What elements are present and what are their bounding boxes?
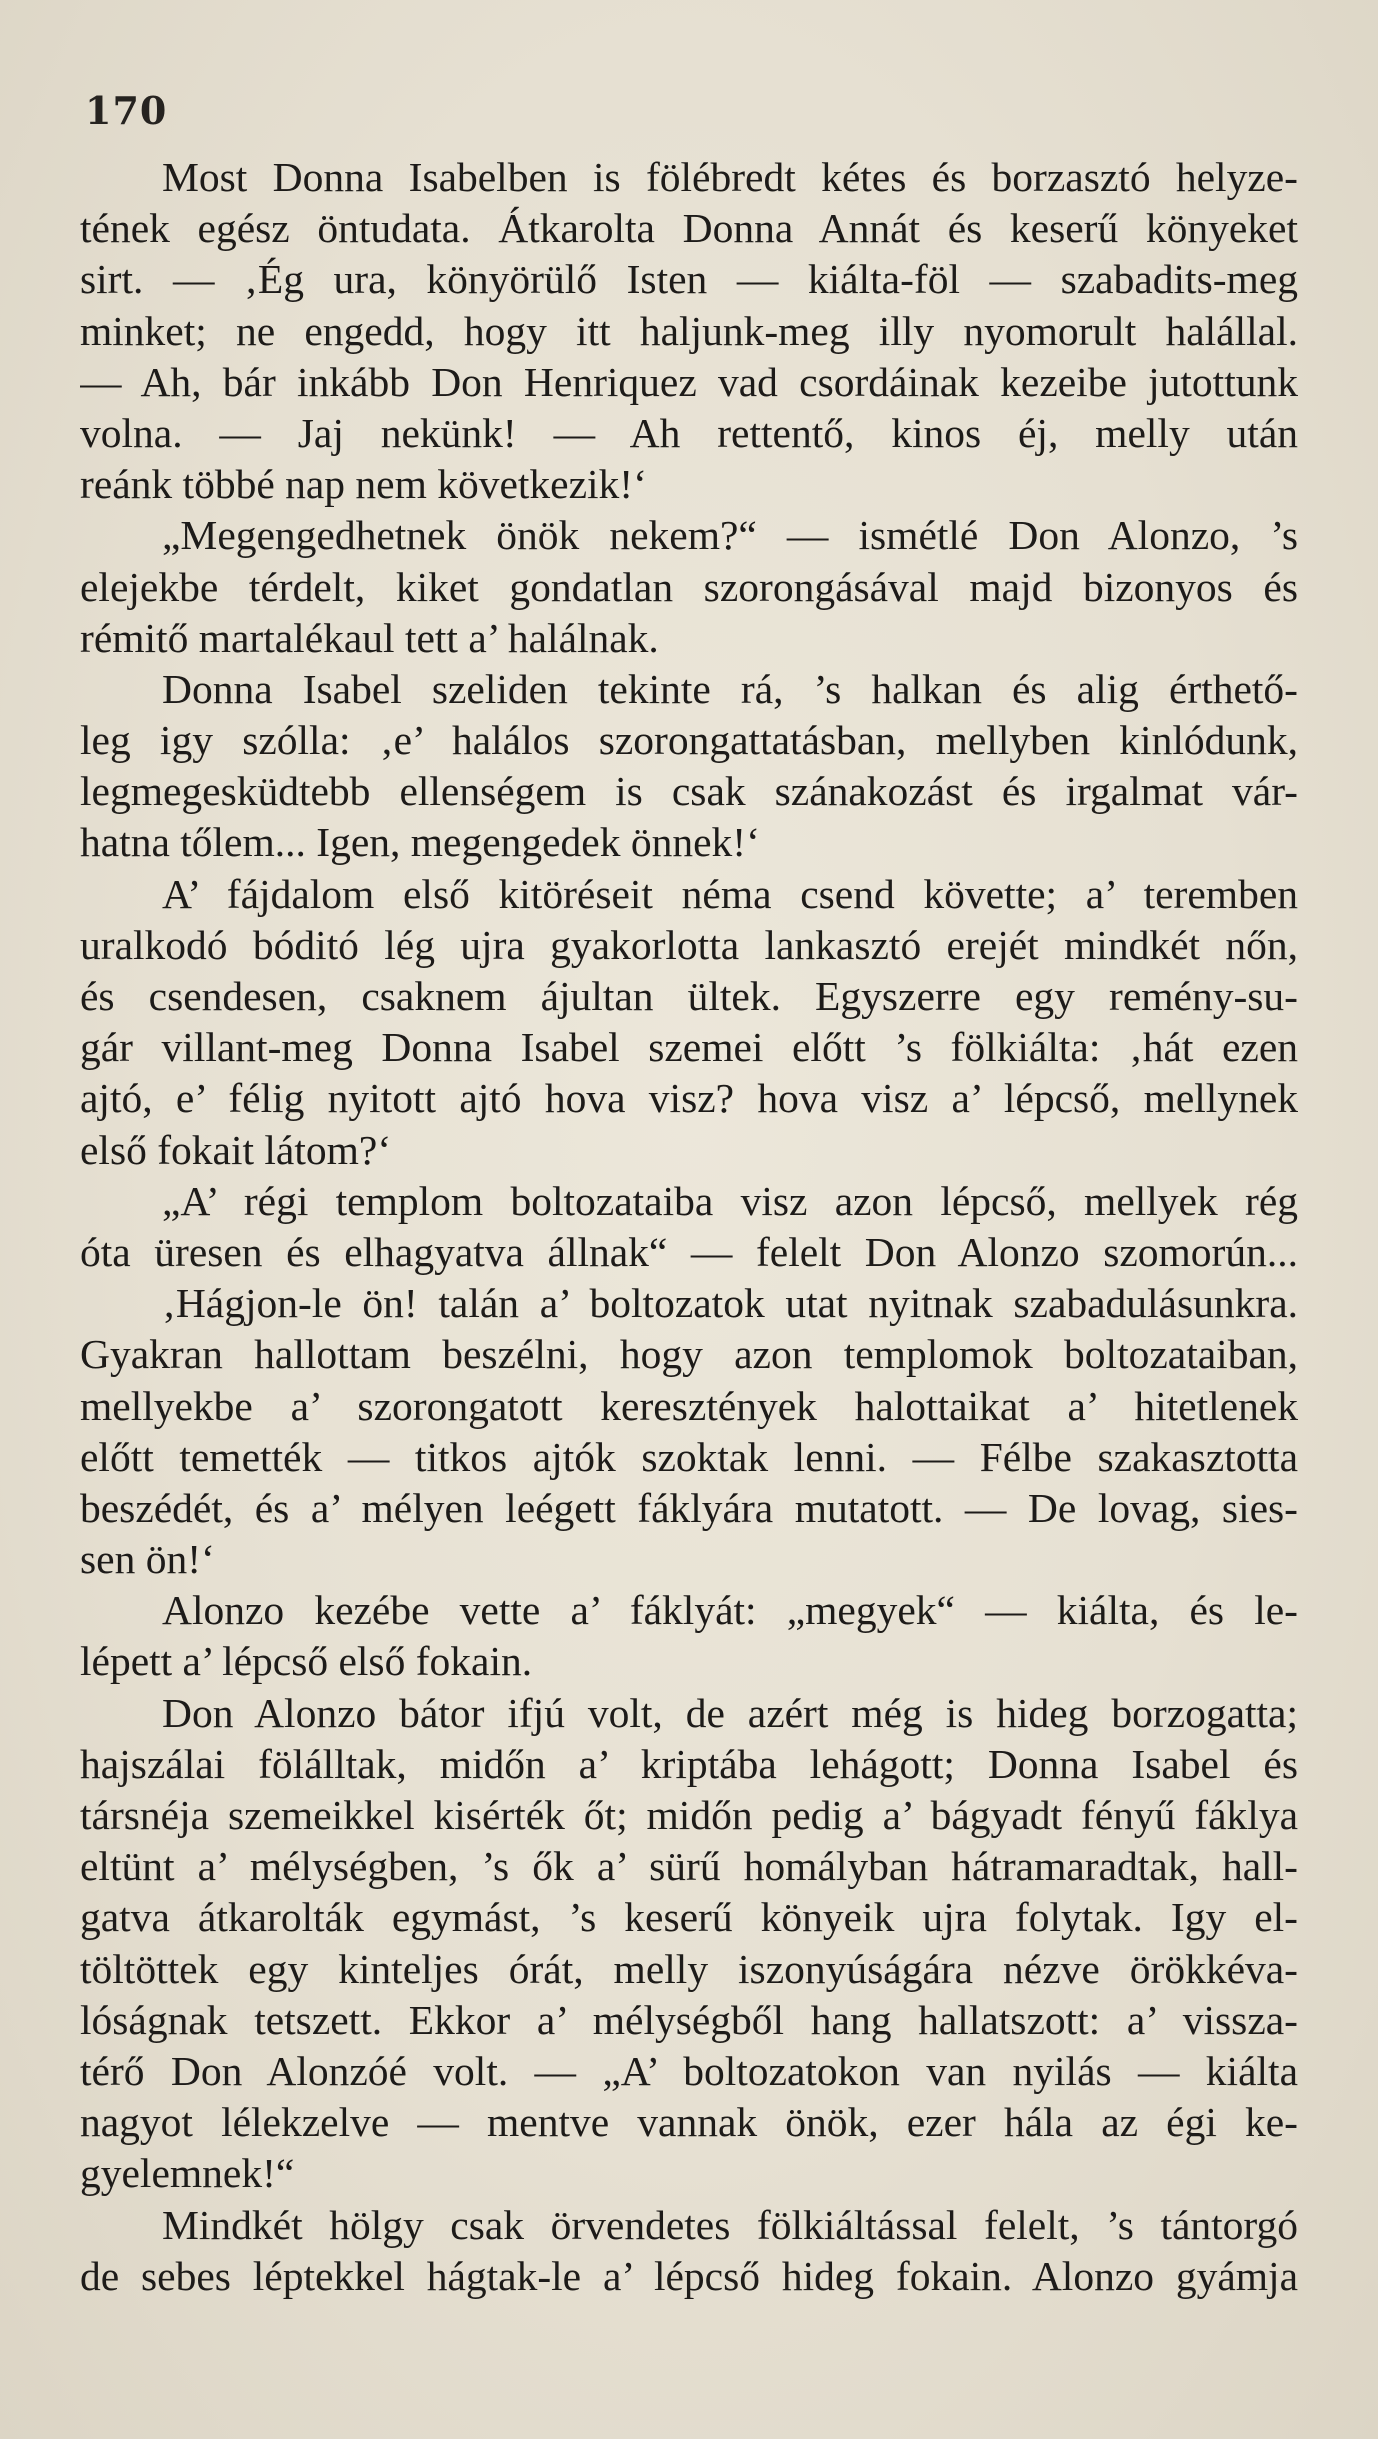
text-line: Alonzo kezébe vette a’ fáklyát: „megyek“ — kiálta, és le- — [162, 1587, 1298, 1634]
text-line: első fokait látom?‘ — [80, 1126, 392, 1173]
text-line: és csendesen, csaknem ájultan ültek. Egyszerre egy remény-su- — [80, 973, 1298, 1019]
text-line: A’ fájdalom első kitöréseit néma csend követte; a’ teremben — [162, 870, 1298, 917]
text-line: hajszálai fölálltak, midőn a’ kriptába lehágott; Donna Isabel és — [80, 1740, 1298, 1787]
text-line: nagyot lélekzelve — mentve vannak önök, ezer hála az égi ke- — [80, 2099, 1298, 2146]
text-line: lóságnak tetszett. Ekkor a’ mélységből hang hallatszott: a’ vissza- — [80, 1996, 1298, 2043]
text-line: Donna Isabel szeliden tekinte rá, ’s halkan és alig érthető- — [162, 665, 1298, 712]
text-line: „A’ régi templom boltozataiba visz azon lépcső, mellyek rég — [162, 1177, 1298, 1224]
text-line: sirt. — ‚Ég ura, könyörülő Isten — kiálta-föl — szabadits-meg — [80, 256, 1298, 303]
text-line: reánk többé nap nem következik!‘ — [80, 461, 647, 508]
text-line: Don Alonzo bátor ifjú volt, de azért még is hideg borzogatta; — [162, 1689, 1298, 1736]
text-line: ajtó, e’ félig nyitott ajtó hova visz? hova visz a’ lépcső, mellynek — [80, 1075, 1298, 1122]
text-line: töltöttek egy kinteljes órát, melly iszonyúságára nézve örökkéva- — [80, 1945, 1298, 1992]
text-line: leg igy szólla: ‚e’ halálos szorongattatásban, mellyben kinlódunk, — [80, 717, 1298, 764]
page-number: 170 — [85, 88, 168, 133]
text-line: előtt temették — titkos ajtók szoktak lenni. — Félbe szakasztotta — [80, 1433, 1298, 1480]
text-line: Most Donna Isabelben is fölébredt kétes és borzasztó helyze- — [162, 154, 1298, 200]
text-line: térő Don Alonzóé volt. — „A’ boltozatokon van nyilás — kiálta — [80, 2047, 1298, 2094]
text-line: lépett a’ lépcső első fokain. — [80, 1638, 533, 1685]
text-line: gár villant-meg Donna Isabel szemei előtt ’s fölkiálta: ‚hát ezen — [80, 1024, 1298, 1071]
text-line: Gyakran hallottam beszélni, hogy azon templomok boltozataiban, — [80, 1331, 1298, 1378]
text-line: de sebes léptekkel hágtak-le a’ lépcső hideg fokain. Alonzo gyámja — [80, 2252, 1298, 2299]
text-line: Mindkét hölgy csak örvendetes fölkiáltással felelt, ’s tántorgó — [162, 2201, 1298, 2248]
body-text — [80, 152, 1298, 2302]
text-line: sen ön!‘ — [80, 1536, 215, 1583]
text-line: mellyekbe a’ szorongatott keresztények halottaikat a’ hitetlenek — [80, 1382, 1298, 1429]
text-line: rémitő martalékaul tett a’ halálnak. — [80, 614, 659, 661]
text-line: volna. — Jaj nekünk! — Ah rettentő, kinos éj, melly után — [80, 409, 1298, 456]
text-line: beszédét, és a’ mélyen leégett fáklyára mutatott. — De lovag, sies- — [80, 1484, 1298, 1531]
text-line: óta üresen és elhagyatva állnak“ — felelt Don Alonzo szomorún... — [80, 1228, 1298, 1275]
text-line: ‚Hágjon-le ön! talán a’ boltozatok utat nyitnak szabadulásunkra. — [162, 1280, 1298, 1327]
text-line: tének egész öntudata. Átkarolta Donna Annát és keserű könyeket — [80, 205, 1298, 252]
text-line: „Megengedhetnek önök nekem?“ — ismétlé Don Alonzo, ’s — [162, 512, 1298, 559]
text-line: elejekbe térdelt, kiket gondatlan szorongásával majd bizonyos és — [80, 563, 1298, 610]
text-line: gyelemnek!“ — [80, 2150, 295, 2197]
text-line: gatva átkarolták egymást, ’s keserű könyeik ujra folytak. Igy el- — [80, 1894, 1298, 1941]
text-line: uralkodó bóditó lég ujra gyakorlotta lankasztó erejét mindkét nőn, — [80, 921, 1298, 968]
text-line: — Ah, bár inkább Don Henriquez vad csordáinak kezeibe jutottunk — [80, 358, 1298, 405]
text-line: legmegesküdtebb ellenségem is csak szánakozást és irgalmat vár- — [80, 768, 1298, 815]
text-line: hatna tőlem... Igen, megengedek önnek!‘ — [80, 819, 760, 866]
text-line: minket; ne engedd, hogy itt haljunk-meg illy nyomorult halállal. — [80, 307, 1298, 354]
text-line: társnéja szemeikkel kisérték őt; midőn pedig a’ bágyadt fényű fáklya — [80, 1792, 1298, 1838]
text-line: eltünt a’ mélységben, ’s ők a’ sürű homályban hátramaradtak, hall- — [80, 1843, 1298, 1890]
